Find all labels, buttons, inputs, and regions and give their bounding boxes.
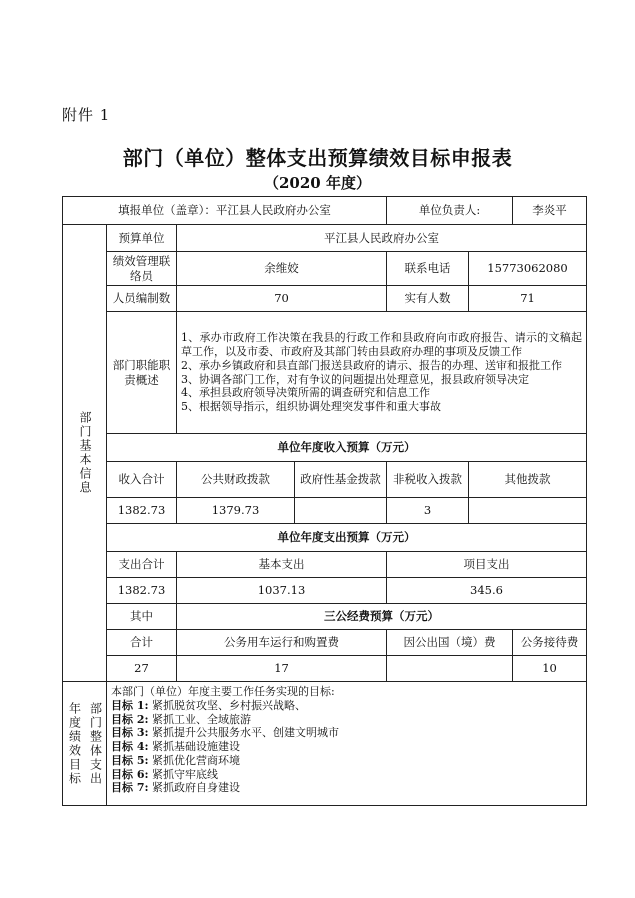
goal-label: 目标 3: xyxy=(111,726,149,740)
income-value: 1379.73 xyxy=(177,498,295,524)
income-value xyxy=(295,498,387,524)
sangong-value: 27 xyxy=(107,656,177,682)
staffing-value: 70 xyxy=(177,286,387,312)
goal-text: 紧抓守牢底线 xyxy=(152,767,219,781)
filing-unit: 填报单位（盖章）：平江县人民政府办公室 xyxy=(63,197,387,225)
expense-value: 1037.13 xyxy=(177,578,387,604)
goal-text: 紧抓脱贫攻坚、乡村振兴战略、 xyxy=(152,698,307,712)
goal-text: 紧抓政府自身建设 xyxy=(152,781,241,795)
among-label: 其中 xyxy=(107,604,177,630)
expense-value: 345.6 xyxy=(387,578,587,604)
actual-value: 71 xyxy=(469,286,587,312)
goal-text: 紧抓提升公共服务水平、创建文明城市 xyxy=(152,726,340,740)
staffing-label: 人员编制数 xyxy=(107,286,177,312)
unit-head-value: 李炎平 xyxy=(513,197,587,225)
sangong-header: 合计 xyxy=(107,630,177,656)
goal-item xyxy=(111,740,582,754)
performance-form-table xyxy=(62,196,587,806)
goals-section-labels xyxy=(65,702,104,786)
unit-head-label: 单位负责人: xyxy=(387,197,513,225)
sangong-value: 10 xyxy=(513,656,587,682)
duty-item: 3、协调各部门工作，对有争议的问题提出处理意见，报县政府领导决定 xyxy=(181,372,529,386)
form-year: （2020 年度） xyxy=(264,174,371,192)
basic-info-label: 部门基本信息 xyxy=(78,411,92,495)
income-value xyxy=(469,498,587,524)
phone-value: 15773062080 xyxy=(469,252,587,286)
attachment-label: 附件 1 xyxy=(62,106,111,124)
filing-row xyxy=(63,197,587,225)
duty-description xyxy=(177,312,587,434)
income-heading: 单位年度收入预算（万元） xyxy=(107,434,587,462)
goal-item xyxy=(111,699,582,713)
sangong-header: 公务用车运行和购置费 xyxy=(177,630,387,656)
goal-label: 目标 4: xyxy=(111,740,149,753)
income-header: 非税收入拨款 xyxy=(387,462,469,498)
goals-outer-label: 部门整体支出 xyxy=(88,701,103,786)
goals-intro: 本部门（单位）年度主要工作任务实现的目标: xyxy=(111,685,335,698)
form-title: 部门（单位）整体支出预算绩效目标申报表 xyxy=(122,146,513,170)
goals-section xyxy=(63,682,107,806)
goal-item xyxy=(111,713,582,727)
budget-unit-label: 预算单位 xyxy=(107,225,177,252)
goal-item xyxy=(111,754,582,768)
sangong-header: 公务接待费 xyxy=(513,630,587,656)
expense-value: 1382.73 xyxy=(107,578,177,604)
goal-label: 目标 5: xyxy=(111,753,149,767)
sangong-value xyxy=(387,656,513,682)
income-header: 公共财政拨款 xyxy=(177,462,295,498)
expense-header: 项目支出 xyxy=(387,552,587,578)
goal-text: 紧抓优化营商环境 xyxy=(152,753,241,767)
actual-label: 实有人数 xyxy=(387,286,469,312)
expense-header: 支出合计 xyxy=(107,552,177,578)
income-value: 3 xyxy=(387,498,469,524)
goal-item xyxy=(111,768,582,782)
goal-label: 目标 6: xyxy=(111,767,149,781)
perf-contact-label: 绩效管理联络员 xyxy=(107,252,177,286)
sangong-value: 17 xyxy=(177,656,387,682)
expense-header: 基本支出 xyxy=(177,552,387,578)
goal-text: 紧抓基础设施建设 xyxy=(152,740,241,753)
duty-item: 2、承办乡镇政府和县直部门报送县政府的请示、报告的办理、送审和报批工作 xyxy=(181,358,562,372)
goal-label: 目标 7: xyxy=(111,781,149,795)
goal-label: 目标 1: xyxy=(111,698,149,712)
income-value: 1382.73 xyxy=(107,498,177,524)
duty-item: 1、承办市政府工作决策在我县的行政工作和县政府向市政府报告、请示的文稿起草工作，以及市委、市政府及其部门转由县政府办理的事项及反馈工作 xyxy=(181,331,583,358)
budget-unit-value: 平江县人民政府办公室 xyxy=(177,225,587,252)
goal-label: 目标 2: xyxy=(111,712,149,726)
expense-heading: 单位年度支出预算（万元） xyxy=(107,524,587,552)
goal-text: 紧抓工业、全域旅游 xyxy=(152,712,252,726)
sangong-heading: 三公经费预算（万元） xyxy=(177,604,587,630)
duty-item: 5、根据领导指示，组织协调处理突发事件和重大事故 xyxy=(181,400,441,413)
goal-item xyxy=(111,726,582,740)
goals-inner-label: 年度绩效目标 xyxy=(67,701,82,786)
goal-item xyxy=(111,781,582,795)
income-header: 收入合计 xyxy=(107,462,177,498)
perf-contact-value: 余维姣 xyxy=(177,252,387,286)
income-header: 政府性基金拨款 xyxy=(295,462,387,498)
income-header: 其他拨款 xyxy=(469,462,587,498)
duty-label: 部门职能职责概述 xyxy=(107,312,177,434)
goals-content xyxy=(107,682,587,806)
duty-item: 4、承担县政府领导决策所需的调查研究和信息工作 xyxy=(181,386,430,400)
sangong-header: 因公出国（境）费 xyxy=(387,630,513,656)
basic-info-section xyxy=(63,225,107,682)
phone-label: 联系电话 xyxy=(387,252,469,286)
